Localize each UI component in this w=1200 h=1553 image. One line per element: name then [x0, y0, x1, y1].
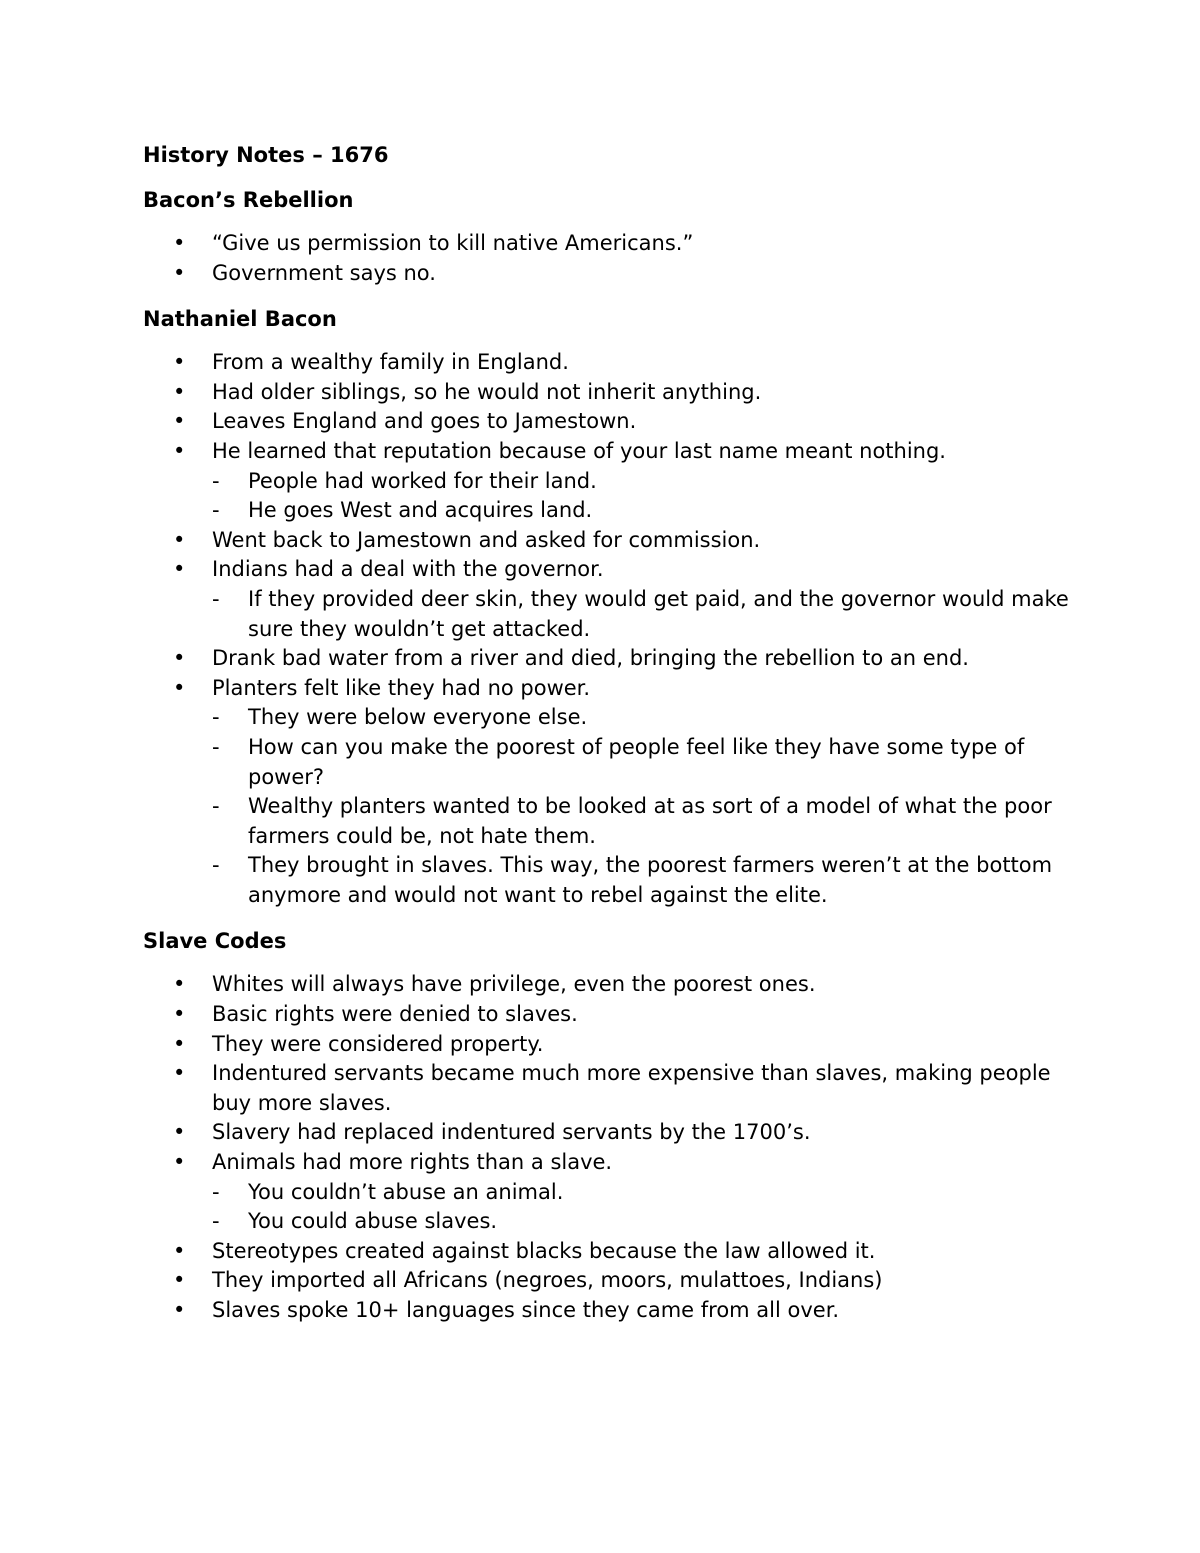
bullet-item	[143, 348, 1083, 378]
bullet-text: They imported all Africans (negroes, moors, mulattoes, Indians)	[212, 1268, 883, 1293]
bullet-text: Whites will always have privilege, even the poorest ones.	[212, 972, 816, 997]
sub-bullet-list	[212, 467, 1083, 526]
bullet-text: Government says no.	[212, 260, 436, 285]
bullet-dot-icon: •	[173, 379, 186, 404]
bullet-text: Slaves spoke 10+ languages since they came from all over.	[212, 1298, 840, 1322]
bullet-dot-icon: •	[173, 1268, 186, 1293]
bullet-item	[143, 1237, 1083, 1267]
section-heading: Bacon’s Rebellion	[143, 188, 354, 212]
bullet-item	[143, 526, 1083, 556]
sub-bullet-item	[212, 703, 1083, 733]
dash-icon: -	[212, 586, 220, 611]
bullet-list	[143, 348, 1083, 910]
bullet-item	[143, 970, 1083, 1000]
bullet-dot-icon: •	[173, 675, 186, 700]
bullet-dot-icon: •	[173, 1120, 186, 1145]
sub-bullet-item	[212, 792, 1083, 851]
dash-icon: -	[212, 468, 220, 493]
bullet-item	[143, 674, 1083, 911]
sub-bullet-item	[212, 467, 1083, 497]
bullet-text: “Give us permission to kill native Americans.”	[212, 231, 694, 255]
sub-bullet-item	[212, 585, 1083, 644]
sub-bullet-item	[212, 733, 1083, 792]
bullet-dot-icon: •	[173, 438, 186, 463]
section-heading: Slave Codes	[143, 929, 287, 954]
bullet-text: Drank bad water from a river and died, bringing the rebellion to an end.	[212, 646, 969, 671]
bullet-item	[143, 555, 1083, 644]
bullet-item	[143, 1266, 1083, 1296]
bullet-dot-icon: •	[173, 972, 186, 997]
bullet-text: Basic rights were denied to slaves.	[212, 1002, 578, 1027]
dash-icon: -	[212, 1179, 220, 1204]
bullet-text: They were considered property.	[212, 1031, 544, 1056]
bullet-dot-icon: •	[173, 1061, 186, 1086]
section-heading: Nathaniel Bacon	[143, 307, 337, 332]
bullet-dot-icon: •	[173, 646, 186, 671]
sub-bullet-text: If they provided deer skin, they would get paid, and the governor would make sure they wouldn’t get attacked.	[248, 586, 1069, 641]
bullet-text: Had older siblings, so he would not inherit anything.	[212, 379, 762, 404]
bullet-text: Went back to Jamestown and asked for commission.	[212, 527, 761, 552]
bullet-item	[143, 378, 1083, 408]
bullet-list	[143, 229, 1083, 288]
dash-icon: -	[212, 498, 220, 523]
bullet-dot-icon: •	[173, 350, 186, 375]
bullet-text: From a wealthy family in England.	[212, 350, 569, 375]
sub-bullet-text: They brought in slaves. This way, the poorest farmers weren’t at the bottom anymore and would not want to rebel against the elite.	[248, 853, 1053, 907]
bullet-item	[143, 259, 1083, 289]
sections-container	[143, 185, 1083, 1326]
bullet-item	[143, 407, 1083, 437]
document-title: History Notes – 1676	[143, 143, 389, 167]
bullet-item	[143, 1148, 1083, 1237]
bullet-dot-icon: •	[173, 1238, 186, 1263]
bullet-item	[143, 1118, 1083, 1148]
bullet-dot-icon: •	[173, 1002, 186, 1027]
bullet-text: Leaves England and goes to Jamestown.	[212, 409, 637, 434]
bullet-item	[143, 1296, 1083, 1326]
sub-bullet-text: Wealthy planters wanted to be looked at as sort of a model of what the poor farmers could be, not hate them.	[248, 794, 1052, 848]
sub-bullet-text: You couldn’t abuse an animal.	[248, 1179, 564, 1204]
bullet-text: Indentured servants became much more expensive than slaves, making people buy more slaves.	[212, 1061, 1051, 1115]
sub-bullet-text: How can you make the poorest of people feel like they have some type of power?	[248, 734, 1025, 789]
sub-bullet-list	[212, 703, 1083, 910]
bullet-dot-icon: •	[173, 557, 186, 582]
bullet-text: Animals had more rights than a slave.	[212, 1150, 613, 1175]
bullet-dot-icon: •	[173, 1150, 186, 1175]
bullet-dot-icon: •	[173, 231, 186, 255]
bullet-dot-icon: •	[173, 1298, 186, 1322]
dash-icon: -	[212, 1209, 220, 1234]
sub-bullet-item	[212, 496, 1083, 526]
sub-bullet-item	[212, 851, 1083, 910]
bullet-dot-icon: •	[173, 1031, 186, 1056]
dash-icon: -	[212, 853, 220, 878]
bullet-item	[143, 437, 1083, 526]
sub-bullet-text: They were below everyone else.	[248, 705, 588, 730]
bullet-text: Slavery had replaced indentured servants by the 1700’s.	[212, 1120, 811, 1145]
dash-icon: -	[212, 794, 220, 819]
sub-bullet-text: He goes West and acquires land.	[248, 498, 593, 523]
sub-bullet-text: People had worked for their land.	[248, 468, 597, 493]
bullet-item	[143, 1059, 1083, 1118]
bullet-item	[143, 229, 1083, 259]
bullet-dot-icon: •	[173, 409, 186, 434]
bullet-item	[143, 644, 1083, 674]
bullet-text: He learned that reputation because of your last name meant nothing.	[212, 438, 946, 463]
bullet-dot-icon: •	[173, 527, 186, 552]
bullet-item	[143, 1030, 1083, 1060]
sub-bullet-item	[212, 1207, 1083, 1237]
dash-icon: -	[212, 705, 220, 730]
sub-bullet-list	[212, 585, 1083, 644]
sub-bullet-list	[212, 1178, 1083, 1237]
dash-icon: -	[212, 734, 220, 759]
bullet-text: Stereotypes created against blacks because the law allowed it.	[212, 1238, 876, 1263]
bullet-text: Planters felt like they had no power.	[212, 675, 591, 700]
bullet-dot-icon: •	[173, 260, 186, 285]
document-page	[143, 140, 1083, 1342]
bullet-item	[143, 1000, 1083, 1030]
sub-bullet-text: You could abuse slaves.	[248, 1209, 498, 1234]
bullet-list	[143, 970, 1083, 1325]
bullet-text: Indians had a deal with the governor.	[212, 557, 604, 582]
sub-bullet-item	[212, 1178, 1083, 1208]
